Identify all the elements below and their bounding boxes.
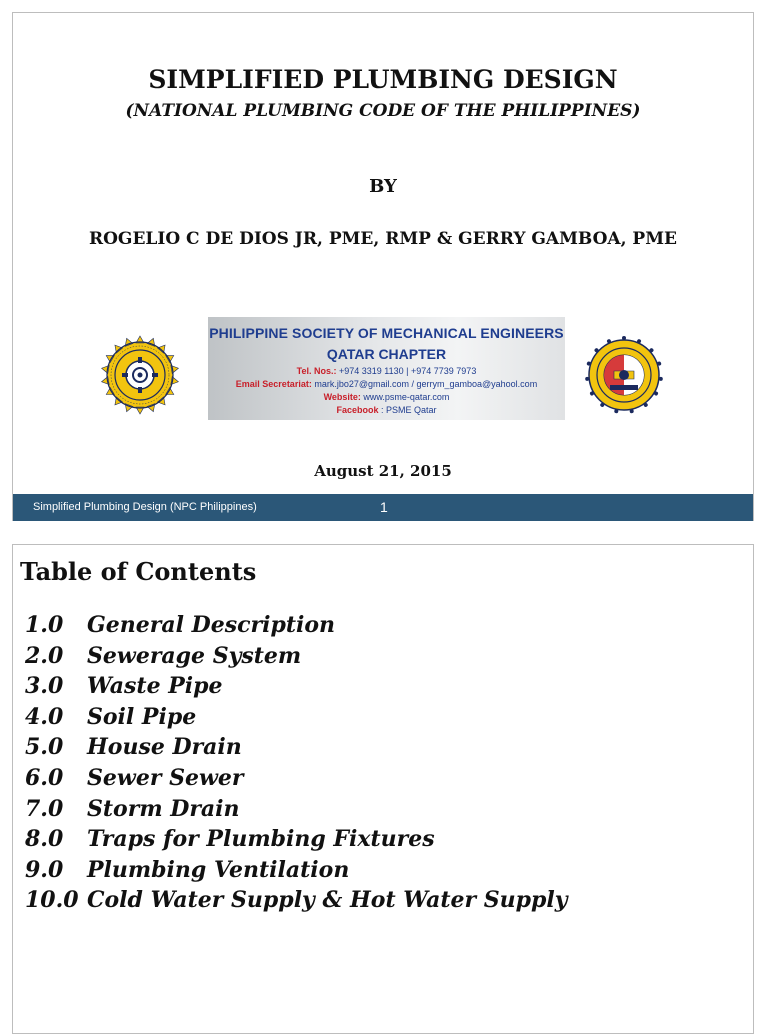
banner-telephone [208,366,565,376]
toc-item-label: Soil Pipe [87,703,197,730]
toc-item-number: 8.0 [25,826,64,853]
toc-item [25,641,568,672]
toc-item-label: Storm Drain [87,795,240,822]
toc-item [25,732,568,763]
toc-item-number: 5.0 [25,734,64,761]
banner-facebook [208,405,565,415]
banner-web-label: Website: [323,392,361,402]
table-of-contents-slide [12,544,754,1034]
banner-website [208,392,565,402]
toc-item-number: 1.0 [25,612,64,638]
psme-qatar-seal-right-icon [585,331,663,419]
psme-qatar-banner [208,317,565,420]
toc-item [25,671,568,702]
toc-item-number: 6.0 [25,764,64,791]
banner-email-label: Email Secretariat: [235,379,312,389]
toc-item [25,610,568,641]
toc-item-label: Cold Water Supply & Hot Water Supply [87,887,568,914]
banner-tel-value: +974 3319 1130 | +974 7739 7973 [336,366,477,376]
banner-email [208,379,565,389]
banner-org-line1: PHILIPPINE SOCIETY OF MECHANICAL ENGINEERS [209,325,564,341]
toc-item-number: 3.0 [25,673,64,700]
toc-item [25,763,568,794]
psme-seal-left-icon [101,331,179,419]
toc-item [25,855,568,886]
toc-item-label: Sewer Sewer [87,764,244,791]
authors-line: ROGELIO C DE DIOS JR, PME, RMP & GERRY GAMBOA, PME [89,229,677,249]
toc-item-number: 4.0 [25,703,64,730]
banner-org-line2: QATAR CHAPTER [326,346,447,362]
slide-footer-bar [13,494,753,521]
toc-item-label: Traps for Plumbing Fixtures [87,826,435,853]
toc-item-number: 9.0 [25,856,64,883]
slide-title: SIMPLIFIED PLUMBING DESIGN [148,65,618,94]
toc-item-label: General Description [87,612,336,638]
toc-item [25,824,568,855]
toc-item-label: House Drain [87,734,242,761]
toc-item [25,885,568,916]
slide-subtitle: (NATIONAL PLUMBING CODE OF THE PHILIPPINES) [125,101,641,121]
by-label: BY [369,176,397,197]
toc-list [25,610,568,916]
toc-item [25,794,568,825]
banner-fb-value: : PSME Qatar [378,405,437,415]
banner-web-value: www.psme-qatar.com [360,392,450,402]
banner-fb-label: Facebook [336,405,379,415]
toc-item-number: 7.0 [25,795,64,822]
title-slide [12,12,754,521]
footer-title: Simplified Plumbing Design (NPC Philippines) [33,501,257,513]
toc-item-label: Plumbing Ventilation [87,856,350,883]
toc-heading: Table of Contents [20,557,257,586]
toc-item [25,702,568,733]
toc-item-number: 10.0 [25,887,79,914]
banner-tel-label: Tel. Nos.: [296,366,337,376]
toc-item-label: Waste Pipe [87,673,223,700]
toc-item-label: Sewerage System [87,642,302,669]
banner-email-value: mark.jbo27@gmail.com / gerrym_gamboa@yahool.com [311,379,538,389]
presentation-date: August 21, 2015 [314,462,452,480]
slide-page-number: 1 [380,499,388,515]
toc-item-number: 2.0 [25,642,64,669]
